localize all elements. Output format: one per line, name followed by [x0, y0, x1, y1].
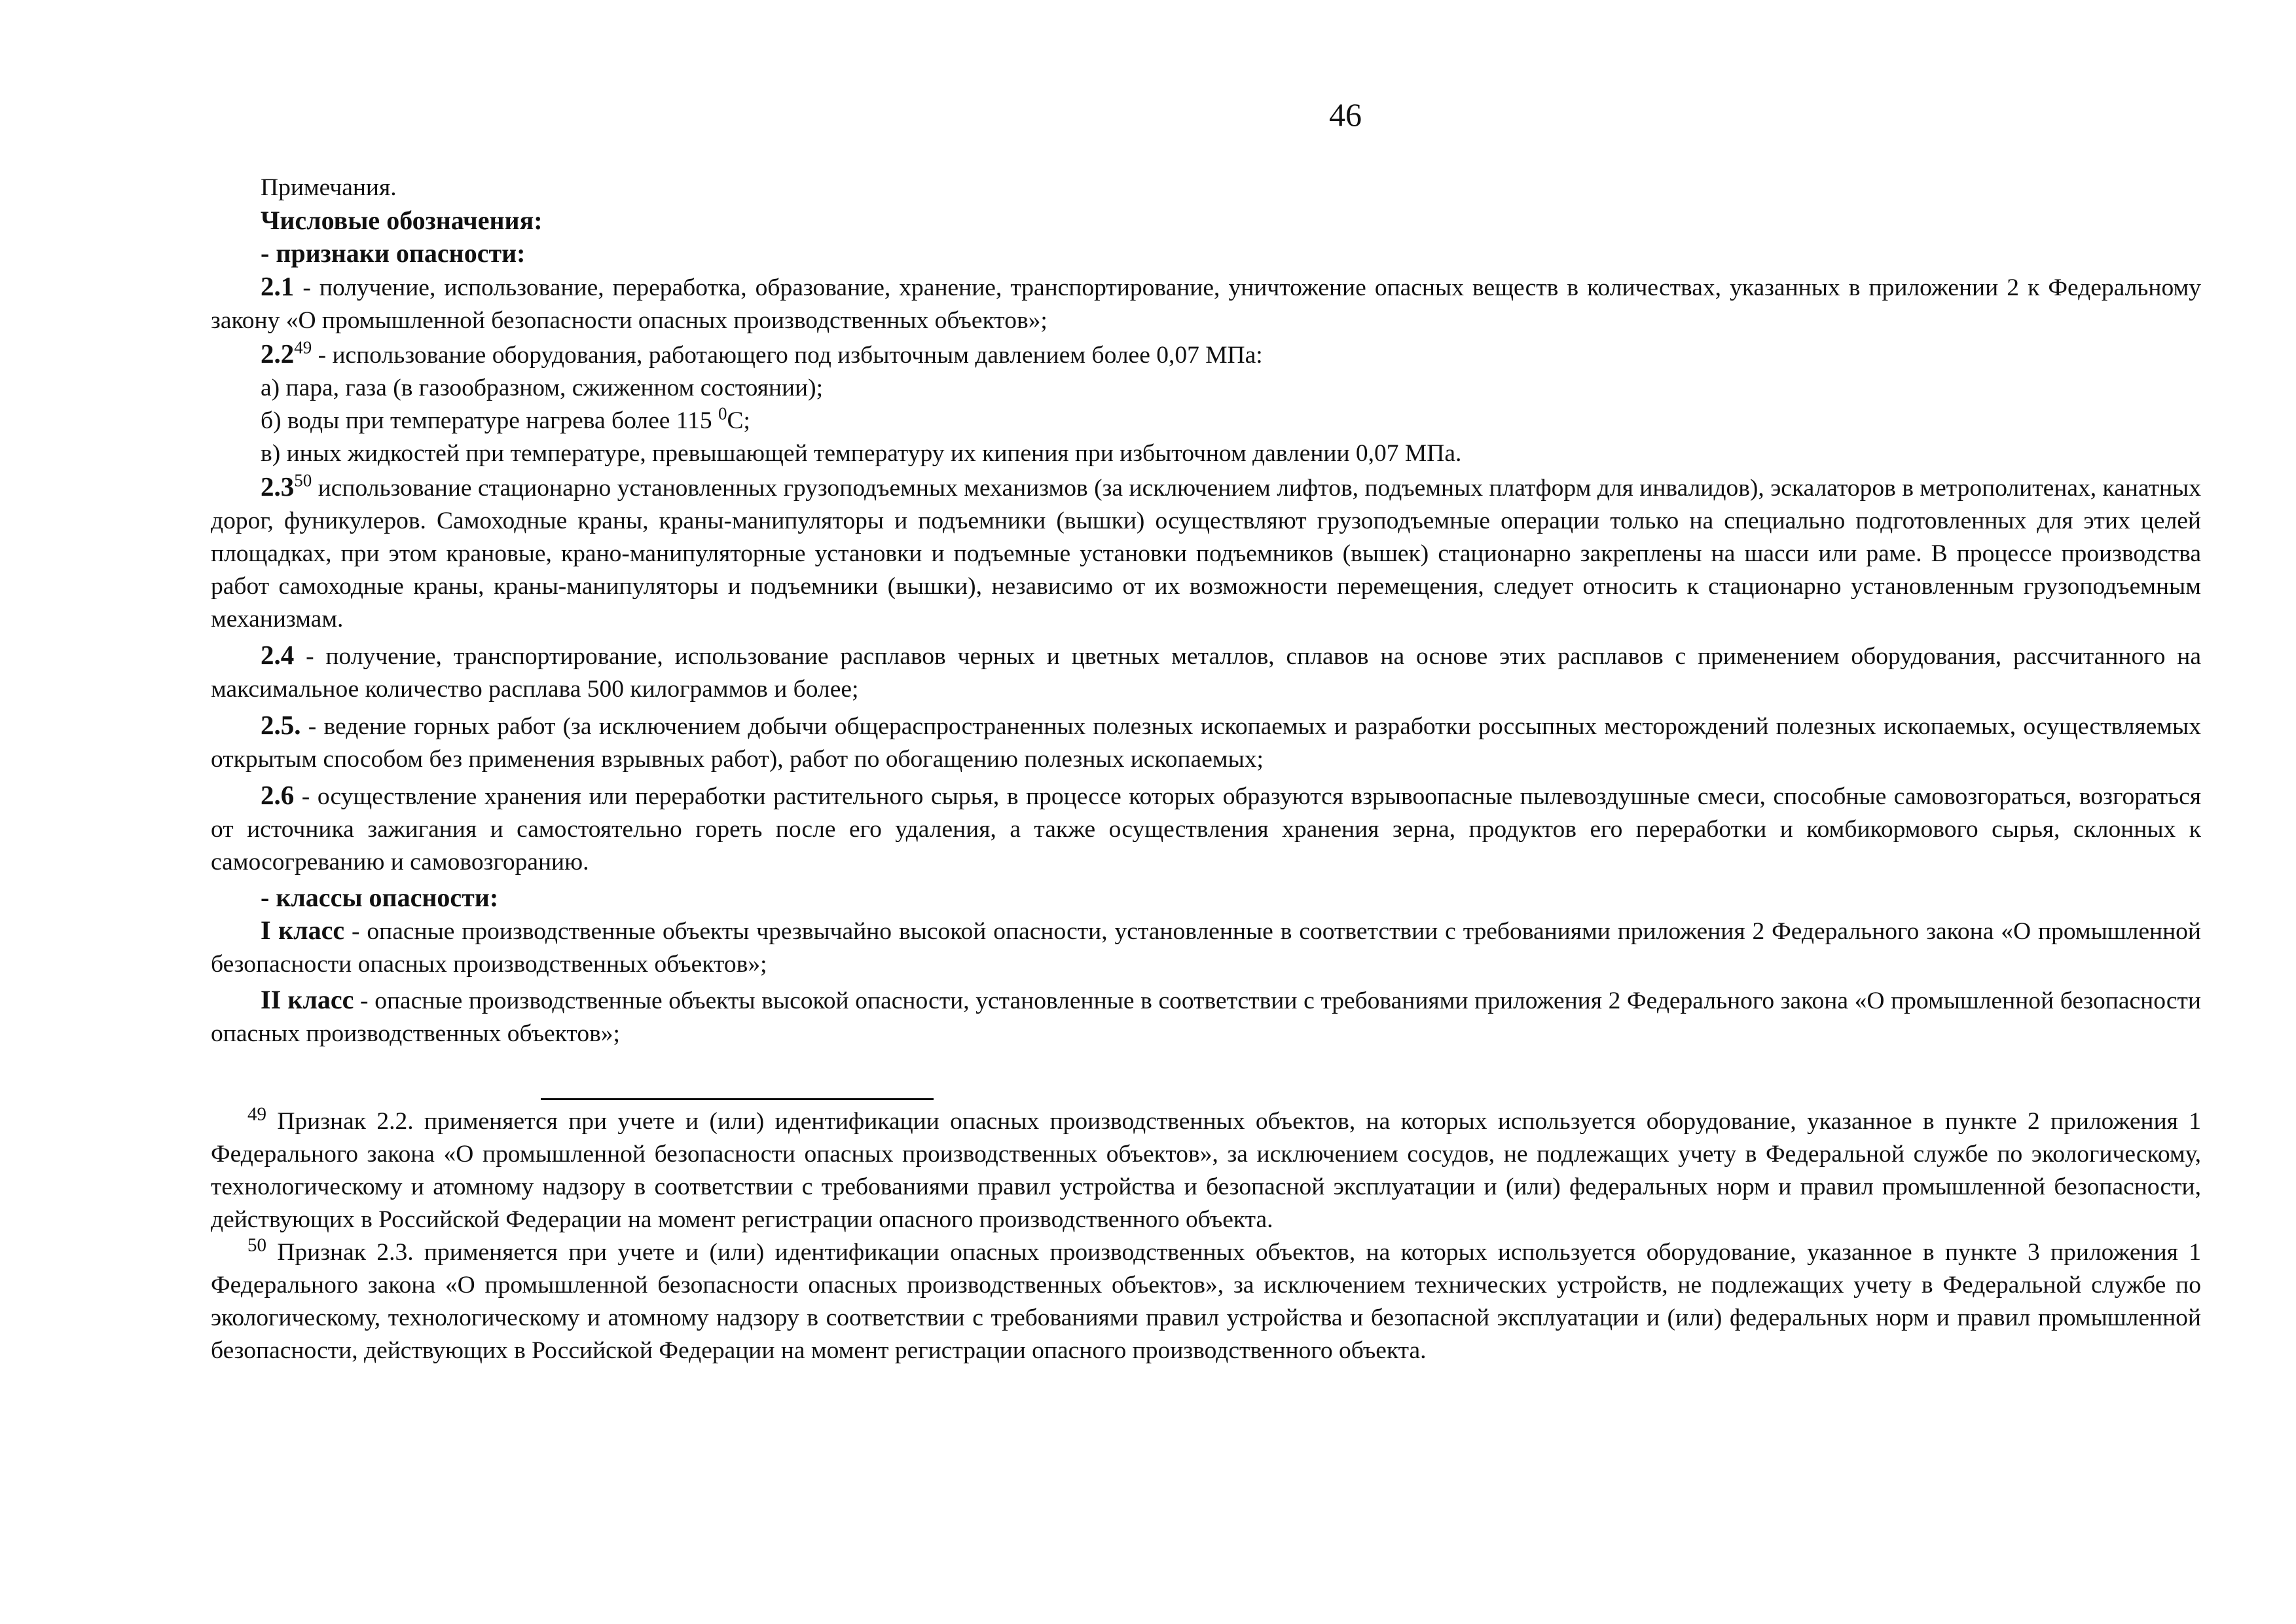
- class-label: I класс: [261, 915, 345, 945]
- item-number: [261, 339, 312, 369]
- main-text: [211, 172, 2201, 1050]
- item-2-4: [211, 638, 2201, 706]
- item-text: - осуществление хранения или переработки растительного сырья, в процессе которых образуются взрывоопасные пылевоздушные смеси, способные самовозгораться, возгораться от источника зажигания и самостоятельно гореть после его удаления, а также осуществления хранения зерна, продуктов его переработки и комбикормового сырья, склонных к самосогреванию и самовозгоранию.: [211, 783, 2201, 876]
- class-2: [211, 984, 2201, 1050]
- footnote-separator: [541, 1098, 934, 1100]
- class-text: - опасные производственные объекты высокой опасности, установленные в соответствии с требованиями приложения 2 Федерального закона «О промышленной безопасности опасных производственных объектов»;: [211, 987, 2201, 1047]
- item-2-2-b: [211, 405, 2201, 437]
- footnote-mark: 50: [247, 1234, 266, 1256]
- footnote-49: [211, 1105, 2201, 1236]
- footnote-text: Признак 2.3. применяется при учете и (или) идентификации опасных производственных объектов, на которых используется оборудование, указанное в пункте 3 приложения 1 Федерального закона «О промышленной безопасности опасных производственных объектов», за исключением технических устройств, не подлежащих учету в Федеральной службе по экологическому, технологическому и атомному надзору в соответствии с требованиями правил устройства и безопасной эксплуатации и (или) федеральных норм и правил промышленной безопасности, действующих в Российской Федерации на момент регистрации опасного производственного объекта.: [211, 1239, 2201, 1364]
- degree-mark: 0: [718, 403, 727, 424]
- item-2-3: [211, 470, 2201, 636]
- footnote-ref-49: 49: [294, 337, 312, 358]
- item-text: - ведение горных работ (за исключением добычи общераспространенных полезных ископаемых и разработки россыпных месторождений полезных ископаемых, осуществляемых открытым способом без применения взрывных работ), работ по обогащению полезных ископаемых;: [211, 713, 2201, 773]
- item-number: 2.1: [261, 271, 295, 301]
- hazard-classes-heading: - классы опасности:: [261, 883, 499, 912]
- footnote-50: [211, 1236, 2201, 1367]
- numeric-heading: Числовые обозначения:: [261, 206, 543, 235]
- footnotes: [211, 1105, 2201, 1367]
- item-text-end: С;: [727, 407, 750, 434]
- item-text: - получение, транспортирование, использование расплавов черных и цветных металлов, сплавов на основе этих расплавов с применением оборудования, рассчитанного на максимальное количество расплава 500 килограммов и более;: [211, 643, 2201, 703]
- item-2-2: [211, 337, 2201, 372]
- item-text: использование стационарно установленных грузоподъемных механизмов (за исключением лифтов, подъемных платформ для инвалидов), эскалаторов в метрополитенах, канатных дорог, фуникулеров. Самоходные краны, краны-манипуляторы и подъемники (вышки) осуществляют грузоподъемные операции только на специально подготовленных для этих целей площадках, при этом крановые, крано-манипуляторные установки и подъемные установки подъемников (вышек) стационарно закреплены на шасси или раме. В процессе производства работ самоходные краны, краны-манипуляторы и подъемники (вышки), независимо от их возможности перемещения, следует относить к стационарно установленным грузоподъемным механизмам.: [211, 475, 2201, 633]
- item-2-2-a: а) пара, газа (в газообразном, сжиженном состоянии);: [261, 375, 824, 401]
- hazard-signs-heading: - признаки опасности:: [261, 238, 526, 268]
- item-text: б) воды при температуре нагрева более 115: [261, 407, 718, 434]
- item-text: - получение, использование, переработка, образование, хранение, транспортирование, уничтожение опасных веществ в количествах, указанных в приложении 2 к Федеральному закону «О промышленной безопасности опасных производственных объектов»;: [211, 274, 2201, 334]
- footnote-ref-50: 50: [294, 470, 312, 490]
- item-number: [261, 471, 312, 502]
- item-2-2-c: в) иных жидкостей при температуре, превышающей температуру их кипения при избыточном давлении 0,07 МПа.: [261, 440, 1462, 467]
- class-label: II класс: [261, 985, 354, 1014]
- item-number: 2.5.: [261, 710, 301, 740]
- item-text: - использование оборудования, работающего под избыточным давлением более 0,07 МПа:: [312, 342, 1263, 369]
- footnote-mark: 49: [247, 1103, 266, 1125]
- class-1: [211, 914, 2201, 981]
- class-text: - опасные производственные объекты чрезвычайно высокой опасности, установленные в соответствии с требованиями приложения 2 Федерального закона «О промышленной безопасности опасных производственных объектов»;: [211, 918, 2201, 978]
- item-number-value: 2.3: [261, 471, 295, 502]
- item-number: 2.4: [261, 640, 295, 670]
- page-number: 46: [1329, 96, 1362, 133]
- item-2-1: [211, 270, 2201, 337]
- notes-label: Примечания.: [261, 174, 397, 201]
- item-2-6: [211, 779, 2201, 879]
- footnote-text: Признак 2.2. применяется при учете и (или) идентификации опасных производственных объектов, на которых используется оборудование, указанное в пункте 2 приложения 1 Федерального закона «О промышленной безопасности опасных производственных объектов», за исключением сосудов, не подлежащих учету в Федеральной службе по экологическому, технологическому и атомному надзору в соответствии с требованиями правил устройства и безопасной эксплуатации и (или) федеральных норм и правил промышленной безопасности, действующих в Российской Федерации на момент регистрации опасного производственного объекта.: [211, 1108, 2201, 1233]
- item-2-5: [211, 709, 2201, 776]
- item-number: 2.6: [261, 780, 295, 810]
- item-number-value: 2.2: [261, 339, 295, 369]
